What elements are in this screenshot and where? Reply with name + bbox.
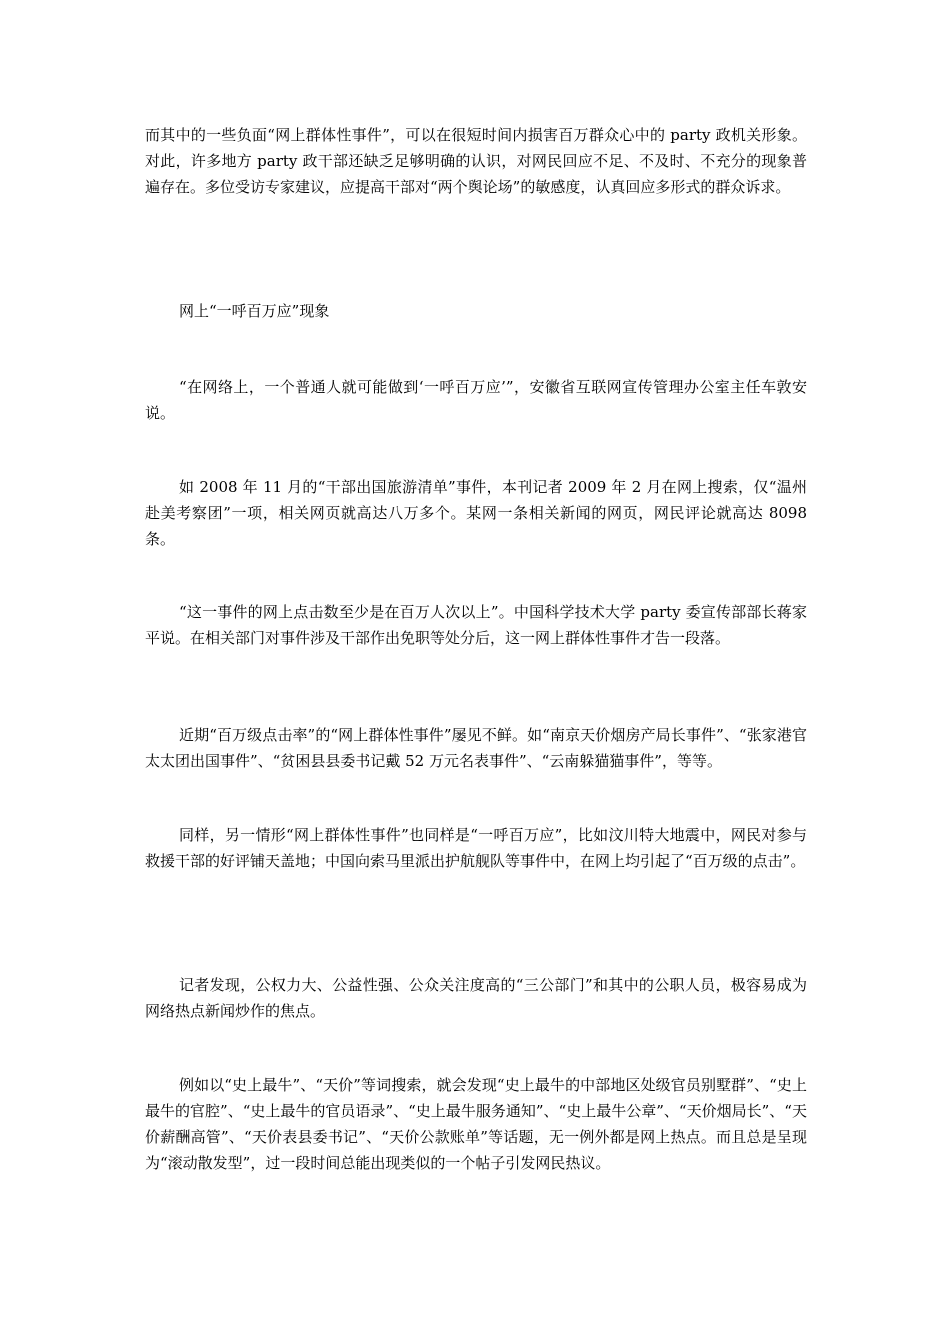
paragraph-clicks: “这一事件的网上点击数至少是在百万人次以上”。中国科学技术大学 party 委宣传部部长蒋家平说。在相关部门对事件涉及干部作出免职等处分后，这一网上群体性事件才告一段落。 xyxy=(145,603,807,647)
paragraph-search-example: 例如以“史上最牛”、“天价”等词搜索，就会发现“史上最牛的中部地区处级官员别墅群”、“史上最牛的官腔”、“史上最牛的官员语录”、“史上最牛服务通知”、“史上最牛公章”、“天价烟局长”、“天价薪酬高管”、“天价表县委书记”、“天价公款账单”等话题，无一例外都是网上热点。而且总是呈现为“滚动散发型”，过一段时间总能出现类似的一个帖子引发网民热议。 xyxy=(145,1076,807,1172)
paragraph-quote: “在网络上，一个普通人就可能做到‘一呼百万应’”，安徽省互联网宣传管理办公室主任车敦安说。 xyxy=(145,378,807,422)
paragraph-intro: 而其中的一些负面“网上群体性事件”，可以在很短时间内损害百万群众心中的 party 政机关形象。对此，许多地方 party 政干部还缺乏足够明确的认识，对网民回应不足、不及时、不充分的现象普遍存在。多位受访专家建议，应提高干部对“两个舆论场”的敏感度，认真回应多形式的群众诉求。 xyxy=(145,126,807,196)
paragraph-reporter-finding: 记者发现，公权力大、公益性强、公众关注度高的“三公部门”和其中的公职人员，极容易成为网络热点新闻炒作的焦点。 xyxy=(145,976,807,1020)
paragraph-positive-events: 同样，另一情形“网上群体性事件”也同样是“一呼百万应”，比如汶川特大地震中，网民对参与救援干部的好评铺天盖地；中国向索马里派出护航舰队等事件中，在网上均引起了“百万级的点击”。 xyxy=(145,826,807,870)
paragraph-recent-events: 近期“百万级点击率”的“网上群体性事件”屡见不鲜。如“南京天价烟房产局长事件”、“张家港官太太团出国事件”、“贫困县县委书记戴 52 万元名表事件”、“云南躲猫猫事件”，等等。 xyxy=(145,726,807,770)
paragraph-example-2008: 如 2008 年 11 月的“干部出国旅游清单”事件，本刊记者 2009 年 2 月在网上搜索，仅“温州赴美考察团”一项，相关网页就高达八万多个。某网一条相关新闻的网页，网民评论就高达 8098 条。 xyxy=(145,478,807,548)
section-heading: 网上“一呼百万应”现象 xyxy=(179,302,330,320)
